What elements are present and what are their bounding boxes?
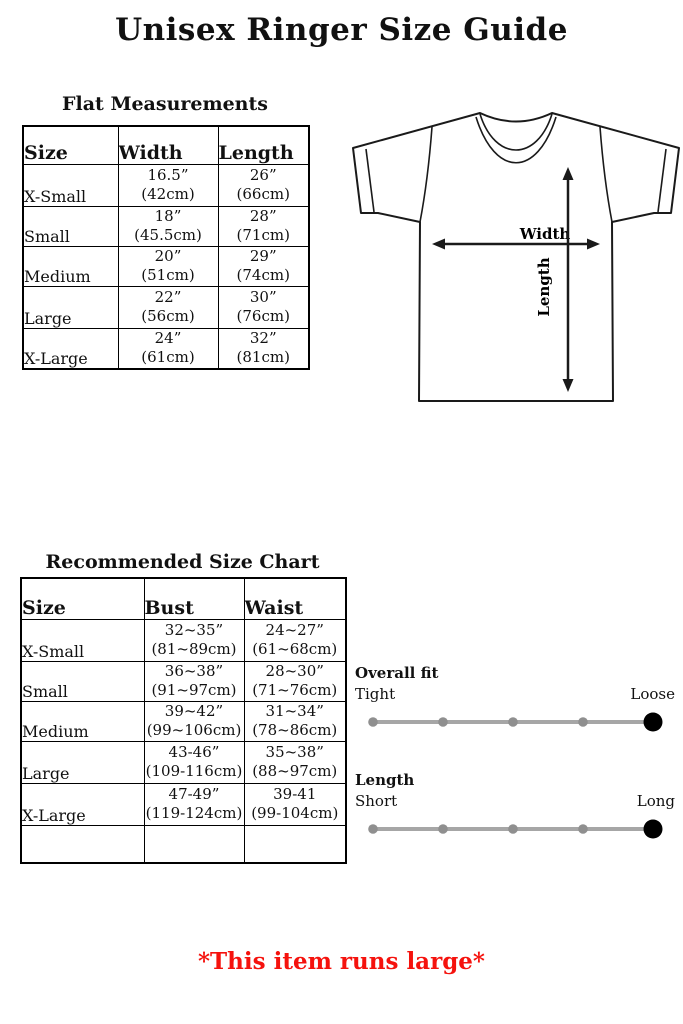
value-cm: (119-124cm) bbox=[145, 804, 243, 822]
value-inches: 31~34” bbox=[265, 701, 324, 720]
value-inches: 22” bbox=[154, 287, 182, 306]
value-cm: (99-104cm) bbox=[251, 804, 339, 822]
table-row bbox=[23, 328, 309, 369]
waist-value-cell bbox=[244, 783, 346, 825]
waist-value-cell bbox=[244, 701, 346, 741]
value-cm: (109-116cm) bbox=[145, 762, 243, 780]
value-inches: 43-46” bbox=[168, 742, 220, 761]
value-cm: (99~106cm) bbox=[146, 721, 242, 739]
size-cell: X-Large bbox=[21, 783, 144, 825]
slider-dot-selected bbox=[644, 713, 663, 732]
value-inches: 35~38” bbox=[265, 742, 324, 761]
bust-value-cell bbox=[144, 825, 244, 863]
recommended-size-chart-table bbox=[20, 577, 347, 864]
width-value-cell bbox=[118, 246, 218, 286]
width-arrow-label: Width bbox=[519, 225, 571, 243]
bust-value-cell bbox=[144, 701, 244, 741]
slider-right-label: Loose bbox=[630, 685, 675, 703]
footnote: *This item runs large* bbox=[198, 948, 485, 975]
table-row bbox=[23, 286, 309, 328]
value-inches: 24” bbox=[154, 328, 182, 347]
value-cm: (81~89cm) bbox=[151, 640, 237, 658]
waist-value-cell bbox=[244, 661, 346, 701]
slider-dot bbox=[438, 824, 448, 834]
table-row bbox=[23, 246, 309, 286]
length-arrow-label: Length bbox=[535, 257, 553, 317]
column-header-size: Size bbox=[21, 578, 144, 619]
column-header-bust: Bust bbox=[144, 578, 244, 619]
flat-measurements-table bbox=[22, 125, 310, 370]
slider-right-label: Long bbox=[636, 792, 675, 810]
width-value-cell bbox=[118, 206, 218, 246]
size-cell: Medium bbox=[23, 246, 118, 286]
table-row bbox=[21, 661, 346, 701]
value-cm: (81cm) bbox=[236, 348, 290, 367]
value-cm: (91~97cm) bbox=[151, 681, 237, 699]
size-cell: X-Large bbox=[23, 328, 118, 369]
table-row bbox=[21, 741, 346, 783]
size-cell: Small bbox=[23, 206, 118, 246]
value-inches: 16.5” bbox=[147, 165, 189, 184]
value-cm: (42cm) bbox=[141, 185, 195, 203]
table-row bbox=[23, 164, 309, 206]
waist-value-cell bbox=[244, 619, 346, 661]
value-inches: 39~42” bbox=[164, 701, 224, 720]
value-inches: 18” bbox=[154, 206, 182, 225]
value-inches: 20” bbox=[154, 246, 182, 265]
column-header-length: Length bbox=[218, 126, 309, 164]
value-inches: 47-49” bbox=[168, 784, 220, 803]
slider-left-label: Tight bbox=[355, 685, 396, 703]
size-cell: Small bbox=[21, 661, 144, 701]
table-header-row bbox=[21, 578, 346, 619]
size-cell: Medium bbox=[21, 701, 144, 741]
size-cell: Large bbox=[21, 741, 144, 783]
table-row bbox=[23, 206, 309, 246]
table-row-empty bbox=[21, 825, 346, 863]
value-inches: 29” bbox=[249, 246, 277, 265]
value-cm: (61~68cm) bbox=[252, 640, 338, 658]
value-cm: (45.5cm) bbox=[134, 226, 202, 244]
recommended-size-chart-heading: Recommended Size Chart bbox=[45, 551, 320, 573]
waist-value-cell bbox=[244, 741, 346, 783]
tshirt-measurement-diagram bbox=[343, 100, 683, 410]
length-value-cell bbox=[218, 286, 309, 328]
value-cm: (56cm) bbox=[141, 307, 195, 325]
column-header-waist: Waist bbox=[244, 578, 346, 619]
value-cm: (71~76cm) bbox=[252, 681, 338, 699]
length-value-cell bbox=[218, 328, 309, 369]
bust-value-cell bbox=[144, 619, 244, 661]
waist-value-cell bbox=[244, 825, 346, 863]
value-cm: (76cm) bbox=[236, 307, 290, 325]
value-cm: (74cm) bbox=[236, 266, 290, 284]
value-inches: 24~27” bbox=[265, 620, 324, 639]
table-row bbox=[21, 701, 346, 741]
value-inches: 32~35” bbox=[164, 620, 224, 639]
value-inches: 28~30” bbox=[265, 661, 324, 680]
tshirt-outline bbox=[353, 113, 679, 401]
value-cm: (88~97cm) bbox=[252, 762, 338, 780]
value-cm: (71cm) bbox=[236, 226, 290, 244]
length-value-cell bbox=[218, 246, 309, 286]
bust-value-cell bbox=[144, 783, 244, 825]
value-cm: (61cm) bbox=[141, 348, 195, 367]
width-value-cell bbox=[118, 328, 218, 369]
bust-value-cell bbox=[144, 741, 244, 783]
width-value-cell bbox=[118, 286, 218, 328]
slider-title: Overall fit bbox=[355, 664, 439, 682]
value-inches: 32” bbox=[249, 328, 277, 347]
value-cm: (51cm) bbox=[141, 266, 195, 284]
slider-dot-selected bbox=[644, 820, 663, 839]
length-value-cell bbox=[218, 164, 309, 206]
slider-dot bbox=[438, 717, 448, 727]
slider-scale bbox=[355, 705, 675, 739]
value-cm: (78~86cm) bbox=[252, 721, 338, 739]
slider-title: Length bbox=[355, 771, 415, 789]
column-header-size: Size bbox=[23, 126, 118, 164]
slider-dot bbox=[578, 824, 588, 834]
bust-value-cell bbox=[144, 661, 244, 701]
slider-scale bbox=[355, 812, 675, 846]
overall-fit-slider bbox=[355, 664, 675, 739]
size-cell: Large bbox=[23, 286, 118, 328]
value-inches: 28” bbox=[249, 206, 277, 225]
table-row bbox=[21, 619, 346, 661]
length-value-cell bbox=[218, 206, 309, 246]
slider-dot bbox=[368, 824, 378, 834]
table-row bbox=[21, 783, 346, 825]
value-inches: 30” bbox=[249, 287, 277, 306]
value-inches: 26” bbox=[249, 165, 277, 184]
length-slider bbox=[355, 771, 675, 846]
slider-dot bbox=[578, 717, 588, 727]
value-inches: 36~38” bbox=[164, 661, 224, 680]
table-header-row bbox=[23, 126, 309, 164]
page-title: Unisex Ringer Size Guide bbox=[115, 12, 568, 48]
width-value-cell bbox=[118, 164, 218, 206]
value-inches: 39-41 bbox=[273, 784, 317, 803]
flat-measurements-heading: Flat Measurements bbox=[62, 93, 268, 115]
column-header-width: Width bbox=[118, 126, 218, 164]
size-cell: X-Small bbox=[21, 619, 144, 661]
slider-dot bbox=[508, 717, 518, 727]
value-cm: (66cm) bbox=[236, 185, 290, 203]
slider-left-label: Short bbox=[355, 792, 398, 810]
size-cell: X-Small bbox=[23, 164, 118, 206]
size-cell bbox=[21, 825, 144, 863]
slider-dot bbox=[368, 717, 378, 727]
slider-dot bbox=[508, 824, 518, 834]
